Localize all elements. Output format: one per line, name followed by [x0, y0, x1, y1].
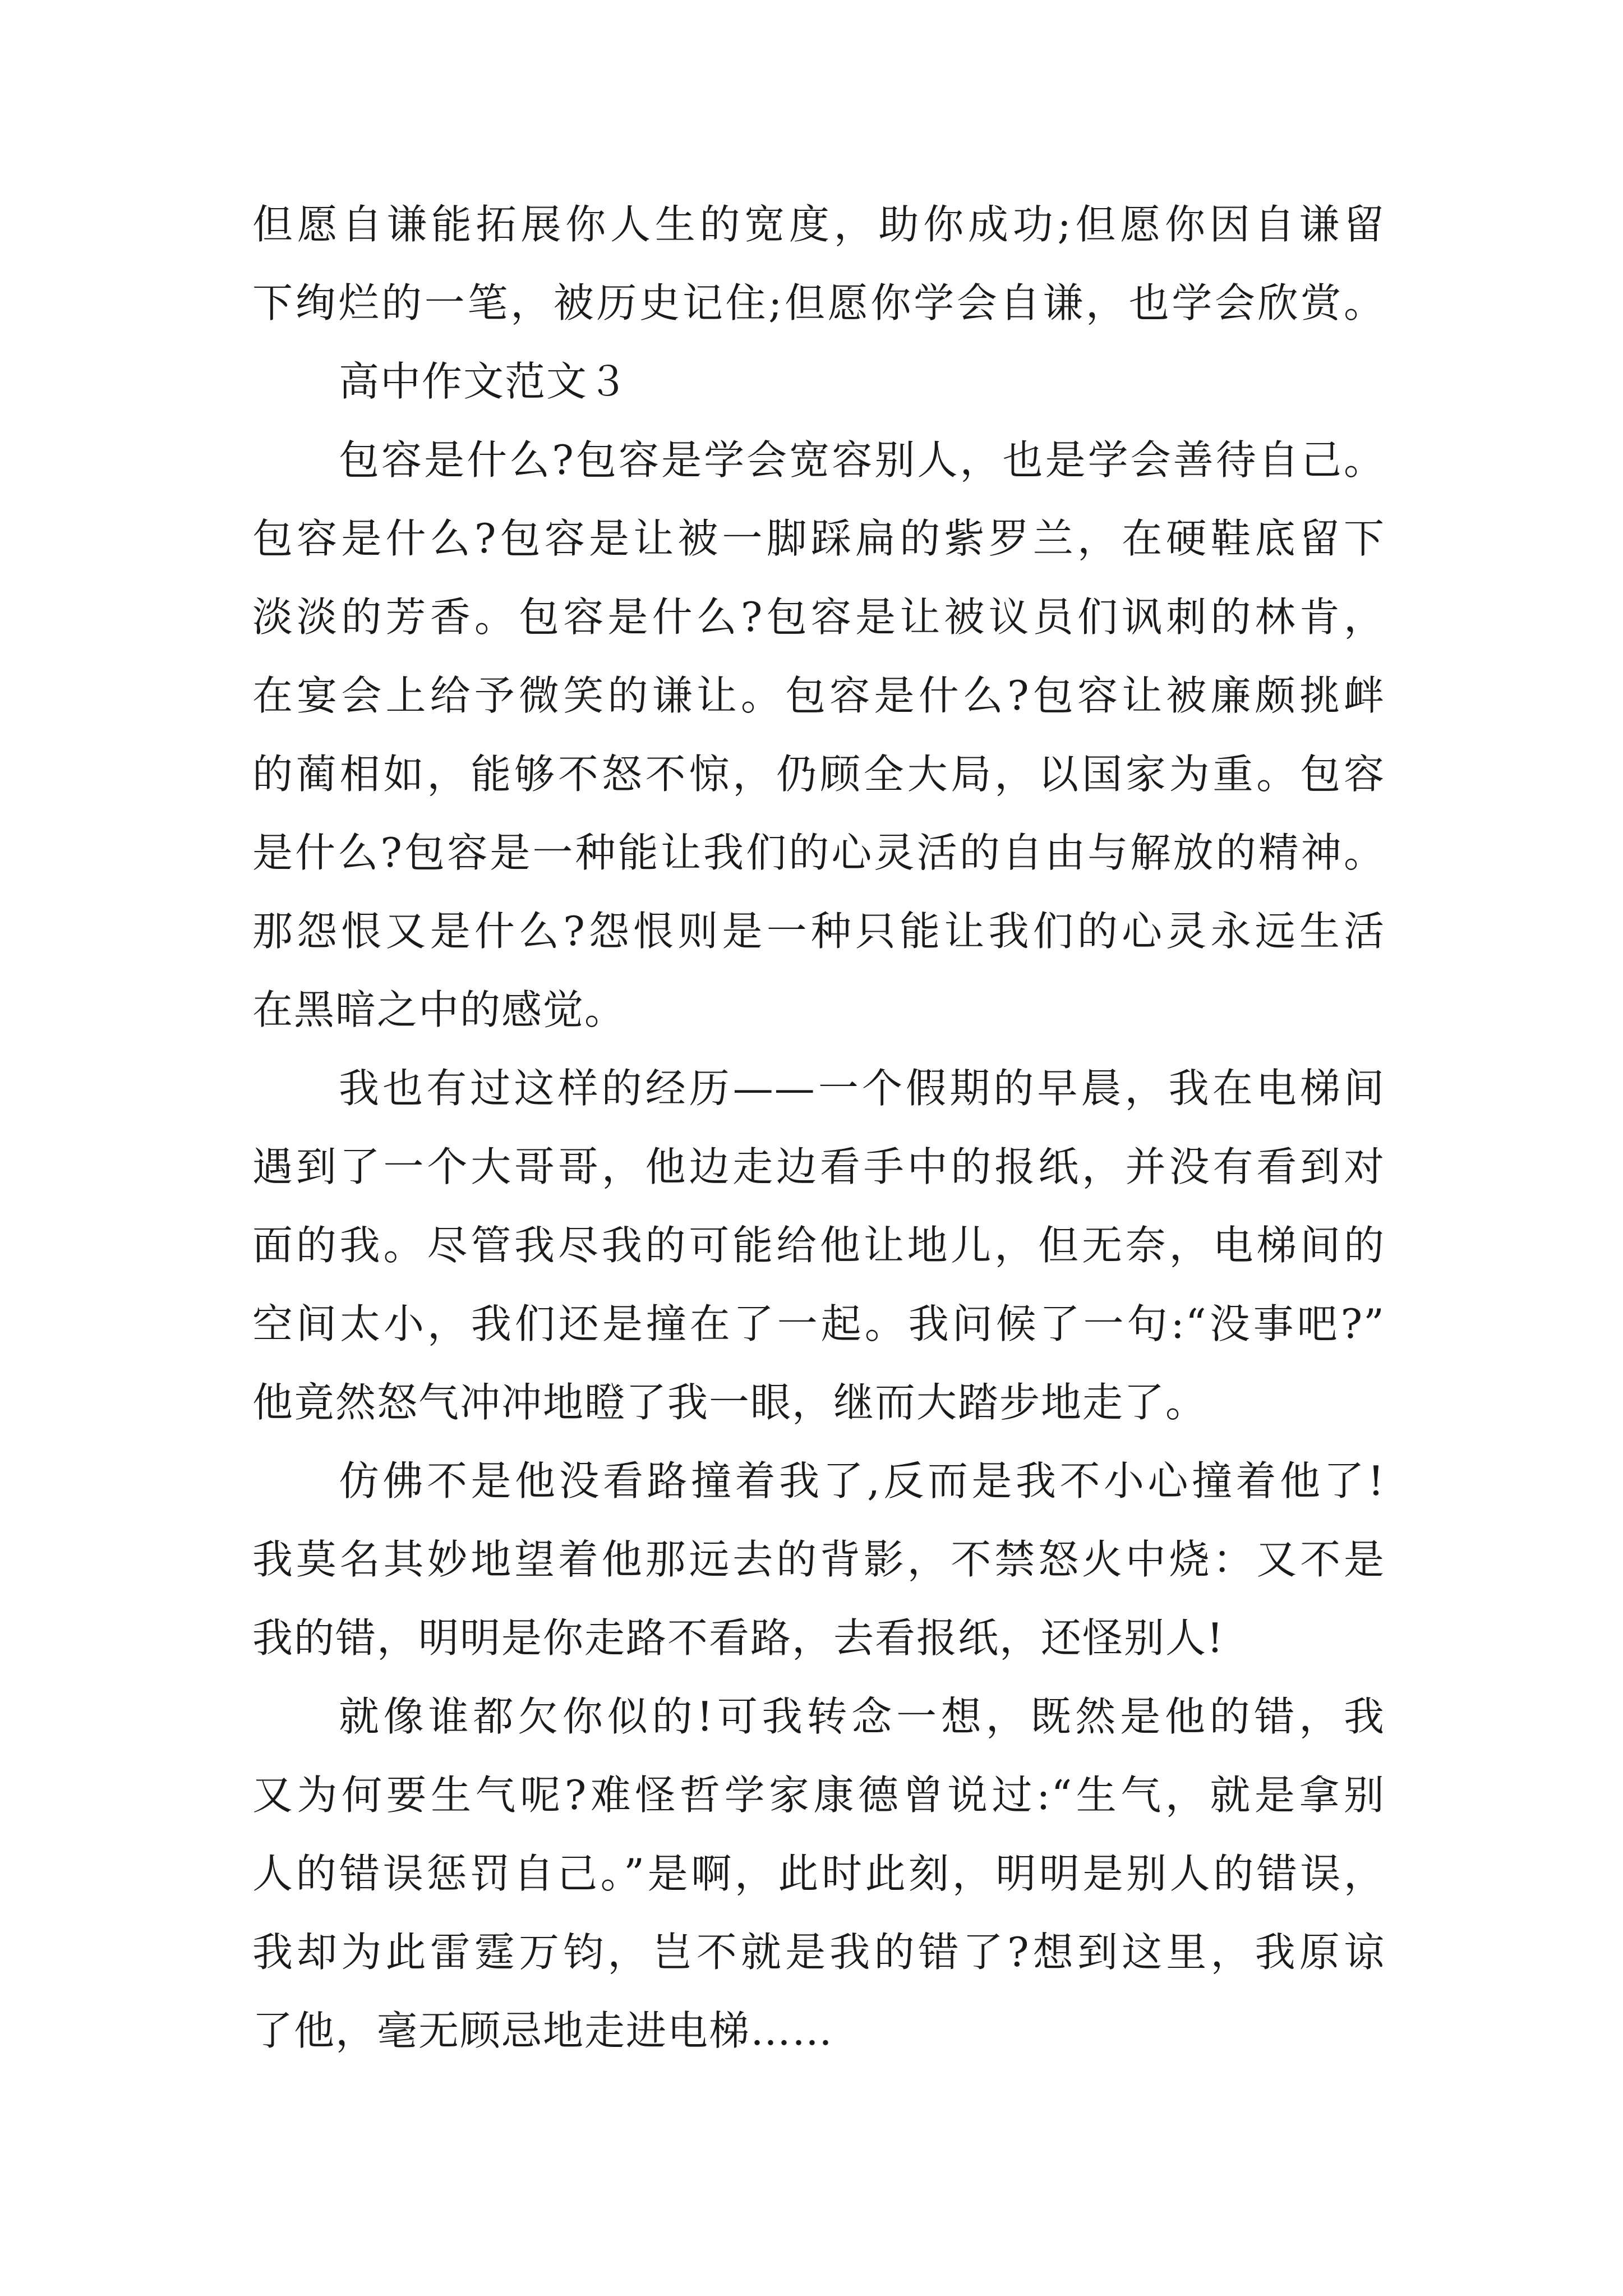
- text-line: 我的错，明明是你走路不看路，去看报纸，还怪别人!: [252, 1614, 1224, 1662]
- text-line: 又为何要生气呢?难怪哲学家康德曾说过:“生气，就是拿别: [252, 1772, 1385, 1819]
- document-body: [252, 185, 1385, 2070]
- text-line: 我莫名其妙地望着他那远去的背影，不禁怒火中烧：又不是: [252, 1536, 1385, 1583]
- text-line: 就像谁都欠你似的!可我转念一想，既然是他的错，我: [339, 1693, 1385, 1740]
- text-line: 在黑暗之中的感觉。: [252, 986, 626, 1033]
- text-line: 他竟然怒气冲冲地瞪了我一眼，继而大踏步地走了。: [252, 1379, 1207, 1426]
- text-line: 在宴会上给予微笑的谦让。包容是什么?包容让被廉颇挑衅: [252, 672, 1385, 719]
- text-line: 我却为此雷霆万钧，岂不就是我的错了?想到这里，我原谅: [252, 1929, 1385, 1976]
- text-line: 仿佛不是他没看路撞着我了,反而是我不小心撞着他了!: [339, 1457, 1385, 1504]
- text-line: 但愿自谦能拓展你人生的宽度，助你成功;但愿你因自谦留: [252, 201, 1385, 248]
- text-line: 我也有过这样的经历——一个假期的早晨，我在电梯间: [339, 1065, 1385, 1112]
- text-line: 人的错误惩罚自己。”是啊，此时此刻，明明是别人的错误，: [252, 1850, 1385, 1897]
- text-line: 面的我。尽管我尽我的可能给他让地儿，但无奈，电梯间的: [252, 1222, 1385, 1269]
- text-line: 淡淡的芳香。包容是什么?包容是让被议员们讽刺的林肯，: [252, 593, 1385, 641]
- text-line: 了他，毫无顾忌地走进电梯……: [252, 2007, 834, 2054]
- text-line: 那怨恨又是什么?怨恨则是一种只能让我们的心灵永远生活: [252, 908, 1385, 955]
- text-line: 空间太小，我们还是撞在了一起。我问候了一句:“没事吧?”: [252, 1300, 1385, 1347]
- text-line: 是什么?包容是一种能让我们的心灵活的自由与解放的精神。: [252, 829, 1385, 876]
- text-line: 的蔺相如，能够不怒不惊，仍顾全大局，以国家为重。包容: [252, 751, 1385, 798]
- text-line: 遇到了一个大哥哥，他边走边看手中的报纸，并没有看到对: [252, 1143, 1385, 1190]
- section-heading: 高中作文范文３: [339, 358, 630, 405]
- text-line: 下绚烂的一笔，被历史记住;但愿你学会自谦，也学会欣赏。: [252, 279, 1385, 326]
- text-line: 包容是什么?包容是学会宽容别人，也是学会善待自己。: [339, 436, 1385, 484]
- text-line: 包容是什么?包容是让被一脚踩扁的紫罗兰，在硬鞋底留下: [252, 515, 1385, 562]
